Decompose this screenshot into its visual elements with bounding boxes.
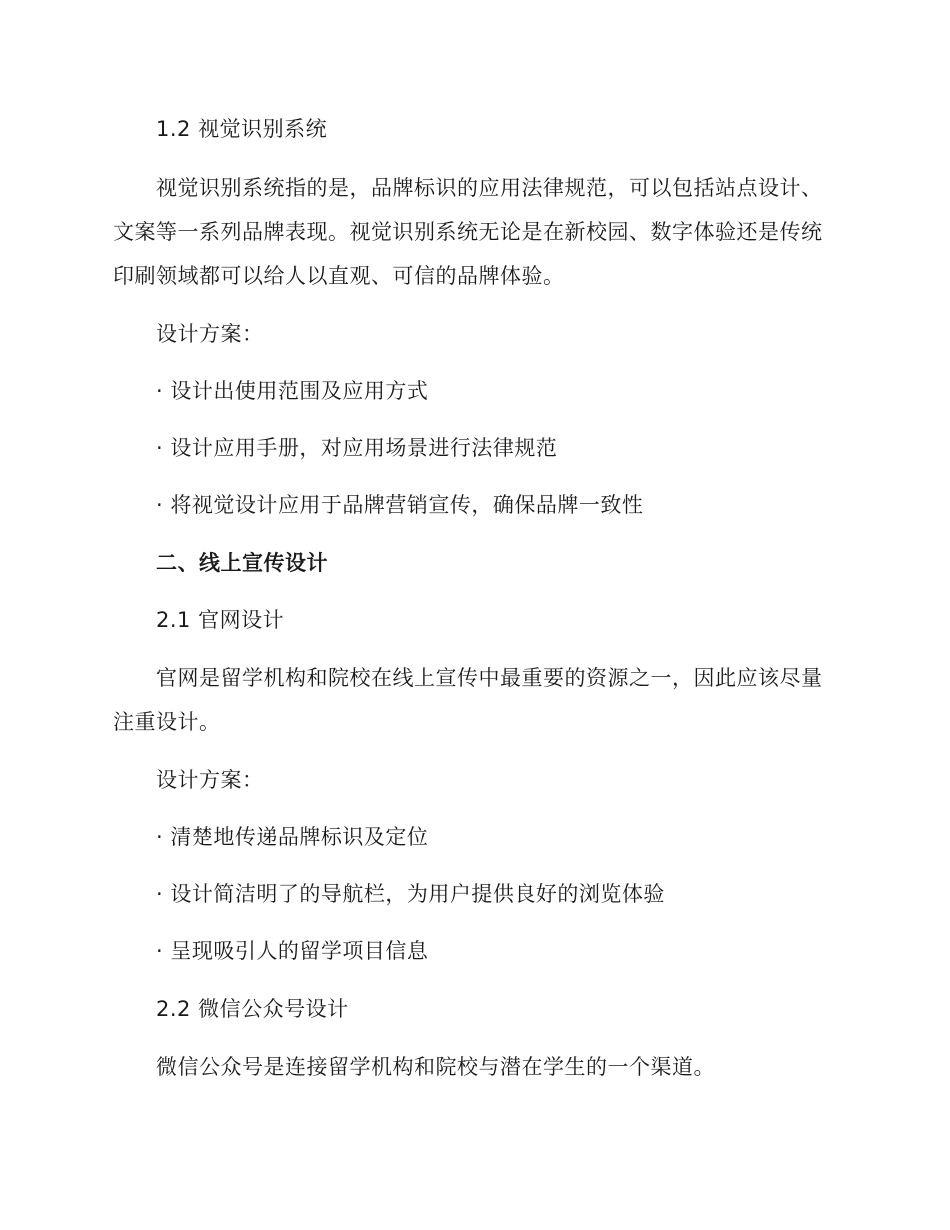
paragraph-1-line-2: 文案等一系列品牌表现。视觉识别系统无论是在新校园、数字体验还是传统: [113, 220, 823, 244]
bullet-item: · 设计出使用范围及应用方式: [156, 379, 429, 403]
bullet-item: · 设计应用手册，对应用场景进行法律规范: [156, 436, 558, 460]
paragraph-2-line-1: 官网是留学机构和院校在线上宣传中最重要的资源之一，因此应该尽量: [156, 666, 823, 690]
paragraph-2-line-2: 注重设计。: [113, 710, 221, 734]
section-2-2-heading: 2.2 微信公众号设计: [156, 997, 349, 1021]
paragraph-1-line-1: 视觉识别系统指的是，品牌标识的应用法律规范，可以包括站点设计、: [156, 176, 823, 200]
section-2-heading: 二、线上宣传设计: [156, 551, 328, 575]
paragraph-3-line-1: 微信公众号是连接留学机构和院校与潜在学生的一个渠道。: [156, 1055, 715, 1079]
bullet-item: · 将视觉设计应用于品牌营销宣传，确保品牌一致性: [156, 493, 644, 517]
section-1-2-heading: 1.2 视觉识别系统: [156, 117, 328, 141]
section-2-1-heading: 2.1 官网设计: [156, 608, 285, 632]
paragraph-1-line-3: 印刷领域都可以给人以直观、可信的品牌体验。: [113, 264, 565, 288]
bullet-item: · 呈现吸引人的留学项目信息: [156, 939, 429, 963]
bullet-item: · 清楚地传递品牌标识及定位: [156, 825, 429, 849]
design-plan-label-1: 设计方案：: [156, 322, 264, 346]
bullet-item: · 设计简洁明了的导航栏，为用户提供良好的浏览体验: [156, 882, 665, 906]
design-plan-label-2: 设计方案：: [156, 768, 264, 792]
